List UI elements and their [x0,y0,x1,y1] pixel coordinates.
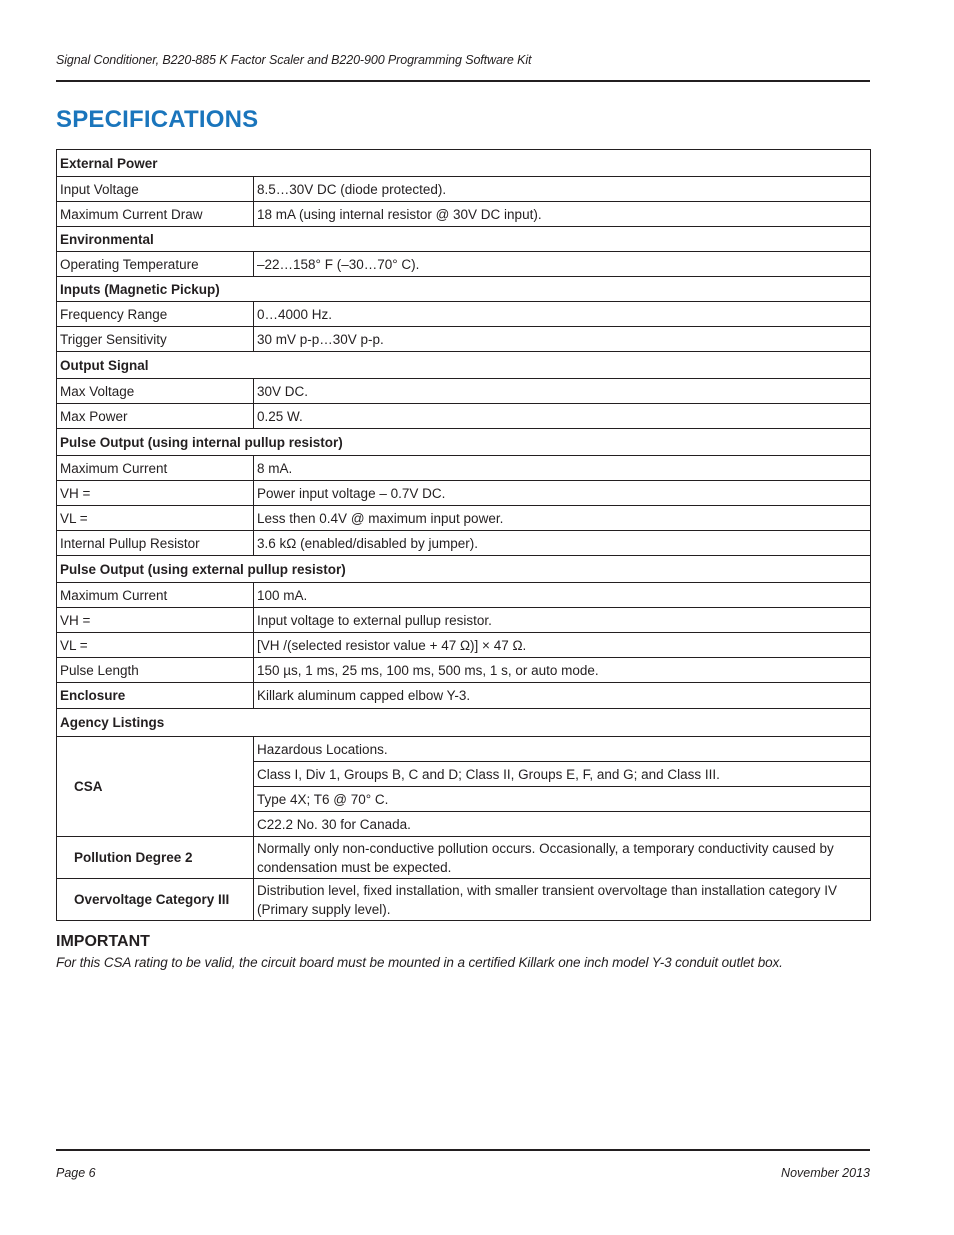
spec-label: Input Voltage [57,177,254,202]
footer-divider [56,1149,870,1151]
spec-label: Maximum Current [57,583,254,608]
spec-label: Maximum Current Draw [57,202,254,227]
group-heading: External Power [57,150,871,177]
table-row [57,177,871,202]
table-row [57,404,871,429]
table-row [57,608,871,633]
spec-label: Frequency Range [57,302,254,327]
spec-value: Type 4X; T6 @ 70° C. [254,787,871,812]
spec-label: Internal Pullup Resistor [57,531,254,556]
spec-label: Operating Temperature [57,252,254,277]
group-row [57,150,871,177]
enclosure-label: Enclosure [57,683,254,709]
running-header: Signal Conditioner, B220-885 K Factor Scaler and B220-900 Programming Software Kit [56,53,532,67]
spec-value: 8.5…30V DC (diode protected). [254,177,871,202]
overvoltage-value: Distribution level, fixed installation, with smaller transient overvoltage than installation category IV (Primary supply level). [254,879,871,921]
table-row [57,683,871,709]
group-row [57,277,871,302]
table-row [57,481,871,506]
spec-value: C22.2 No. 30 for Canada. [254,812,871,837]
table-row [57,456,871,481]
csa-label: CSA [57,737,254,837]
spec-label: VL = [57,506,254,531]
spec-label: VH = [57,608,254,633]
section-heading: SPECIFICATIONS [56,106,259,133]
spec-value: 0.25 W. [254,404,871,429]
group-heading: Pulse Output (using external pullup resistor) [57,556,871,583]
group-row [57,227,871,252]
table-row [57,837,871,879]
spec-value: [VH /(selected resistor value + 47 Ω)] × 47 Ω. [254,633,871,658]
table-row [57,506,871,531]
pollution-value: Normally only non-conductive pollution occurs. Occasionally, a temporary conductivity caused by condensation must be expected. [254,837,871,879]
spec-label: VH = [57,481,254,506]
spec-label: Max Power [57,404,254,429]
group-heading: Output Signal [57,352,871,379]
important-note: For this CSA rating to be valid, the circuit board must be mounted in a certified Killark one inch model Y-3 conduit outlet box. [56,955,783,970]
table-row [57,633,871,658]
spec-value: 30V DC. [254,379,871,404]
pollution-label: Pollution Degree 2 [57,837,254,879]
spec-value: 18 mA (using internal resistor @ 30V DC input). [254,202,871,227]
table-row [57,737,871,762]
spec-value: Class I, Div 1, Groups B, C and D; Class II, Groups E, F, and G; and Class III. [254,762,871,787]
group-heading: Environmental [57,227,871,252]
header-divider [56,80,870,82]
group-heading: Pulse Output (using internal pullup resistor) [57,429,871,456]
enclosure-value: Killark aluminum capped elbow Y-3. [254,683,871,709]
overvoltage-label: Overvoltage Category III [57,879,254,921]
spec-label: Pulse Length [57,658,254,683]
table-row [57,531,871,556]
spec-value: Power input voltage – 0.7V DC. [254,481,871,506]
table-row [57,327,871,352]
table-row [57,583,871,608]
spec-label: Max Voltage [57,379,254,404]
table-row [57,302,871,327]
group-row [57,556,871,583]
spec-value: 30 mV p-p…30V p-p. [254,327,871,352]
spec-value: 100 mA. [254,583,871,608]
spec-value: 150 µs, 1 ms, 25 ms, 100 ms, 500 ms, 1 s, or auto mode. [254,658,871,683]
group-heading: Agency Listings [57,709,871,737]
specifications-table [56,149,871,921]
group-row [57,429,871,456]
spec-value: Hazardous Locations. [254,737,871,762]
page-number: Page 6 [56,1166,96,1180]
spec-value: –22…158° F (–30…70° C). [254,252,871,277]
spec-value: 3.6 kΩ (enabled/disabled by jumper). [254,531,871,556]
spec-label: Trigger Sensitivity [57,327,254,352]
table-row [57,658,871,683]
group-heading: Inputs (Magnetic Pickup) [57,277,871,302]
table-row [57,379,871,404]
spec-value: Less then 0.4V @ maximum input power. [254,506,871,531]
important-heading: IMPORTANT [56,933,150,950]
spec-label: Maximum Current [57,456,254,481]
spec-value: 8 mA. [254,456,871,481]
table-row [57,202,871,227]
table-row [57,252,871,277]
spec-value: 0…4000 Hz. [254,302,871,327]
spec-value: Input voltage to external pullup resistor. [254,608,871,633]
spec-label: VL = [57,633,254,658]
publication-date: November 2013 [781,1166,870,1180]
group-row [57,709,871,737]
table-row [57,879,871,921]
group-row [57,352,871,379]
